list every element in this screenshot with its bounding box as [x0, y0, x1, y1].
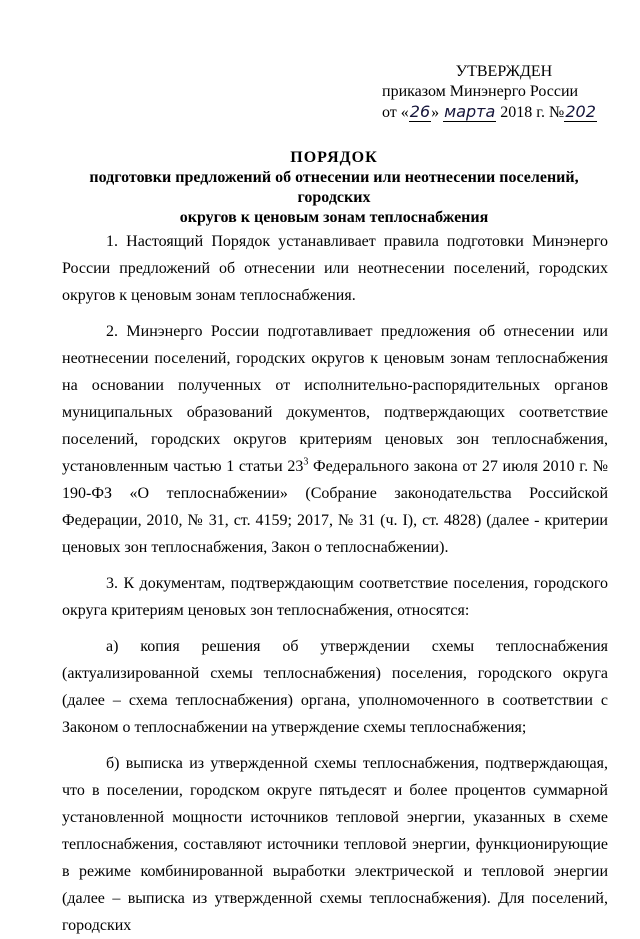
approval-date-prefix: от « [382, 104, 409, 121]
title-line-2: округов к ценовым зонам теплоснабжения [179, 209, 489, 226]
paragraph-1: 1. Настоящий Порядок устанавливает правила подготовки Минэнерго России предложений об отнесении или неотнесении поселений, городских округов к ценовым зонам теплоснабжения. [62, 233, 608, 304]
paragraph-2-superscript: 3 [303, 456, 309, 468]
paragraph-a: а) копия решения об утверждении схемы теплоснабжения (актуализированной схемы теплоснабжения) поселения, городского округа (далее – схема теплоснабжения) органа, уполномоченного в соответствии с Законом о теплоснабжении на утверждение схемы теплоснабжения; [62, 638, 608, 736]
title-line-1: подготовки предложений об отнесении или неотнесении поселений, городских [89, 169, 579, 206]
paragraph-2-part-2: Федерального закона от 27 июля 2010 г. № 190-ФЗ «О теплоснабжении» (Собрание законодательства Российской Федерации, 2010, № 31, ст. 4159; 2017, № 31 (ч. I), ст. 4828) (далее - критерии ценовых зон теплоснабжения, Закон о теплоснабжении). [62, 458, 608, 556]
document-body [62, 228, 608, 939]
approval-date-line [382, 102, 612, 123]
approval-order-line: приказом Минэнерго России [382, 83, 579, 100]
approval-date-mid: » [431, 104, 444, 121]
approval-block [382, 62, 612, 123]
approval-number-handwritten: 202 [565, 102, 596, 121]
approval-year: 2018 г. № [496, 104, 565, 121]
paragraph-2-part-1: 2. Минэнерго России подготавливает предложения об отнесении или неотнесении поселений, городских округов к ценовым зонам теплоснабжения на основании полученных от исполнительно-распорядительных органов муниципальных образований документов, подтверждающих соответствие поселений, городских округов критериям ценовых зон теплоснабжения, установленным частью 1 статьи 23 [62, 323, 608, 475]
approval-heading: УТВЕРЖДЕН [455, 63, 553, 80]
paragraph-3: 3. К документам, подтверждающим соответствие поселения, городского округа критериям ценовых зон теплоснабжения, относятся: [62, 575, 608, 619]
approval-day-handwritten: 26 [409, 102, 431, 121]
paragraph-2 [62, 318, 608, 561]
title-main: ПОРЯДОК [290, 149, 378, 166]
approval-month-handwritten: марта [444, 102, 496, 121]
paragraph-b: б) выписка из утвержденной схемы теплоснабжения, подтверждающая, что в поселении, городском округе пятьдесят и более процентов суммарной установленной мощности источников тепловой энергии, указанных в схеме теплоснабжения, составляют источники тепловой энергии, функционирующие в режиме комбинированной выработки электрической и тепловой энергии (далее – выписка из утвержденной схемы теплоснабжения). Для поселений, городских [62, 755, 608, 934]
document-title [60, 148, 608, 228]
